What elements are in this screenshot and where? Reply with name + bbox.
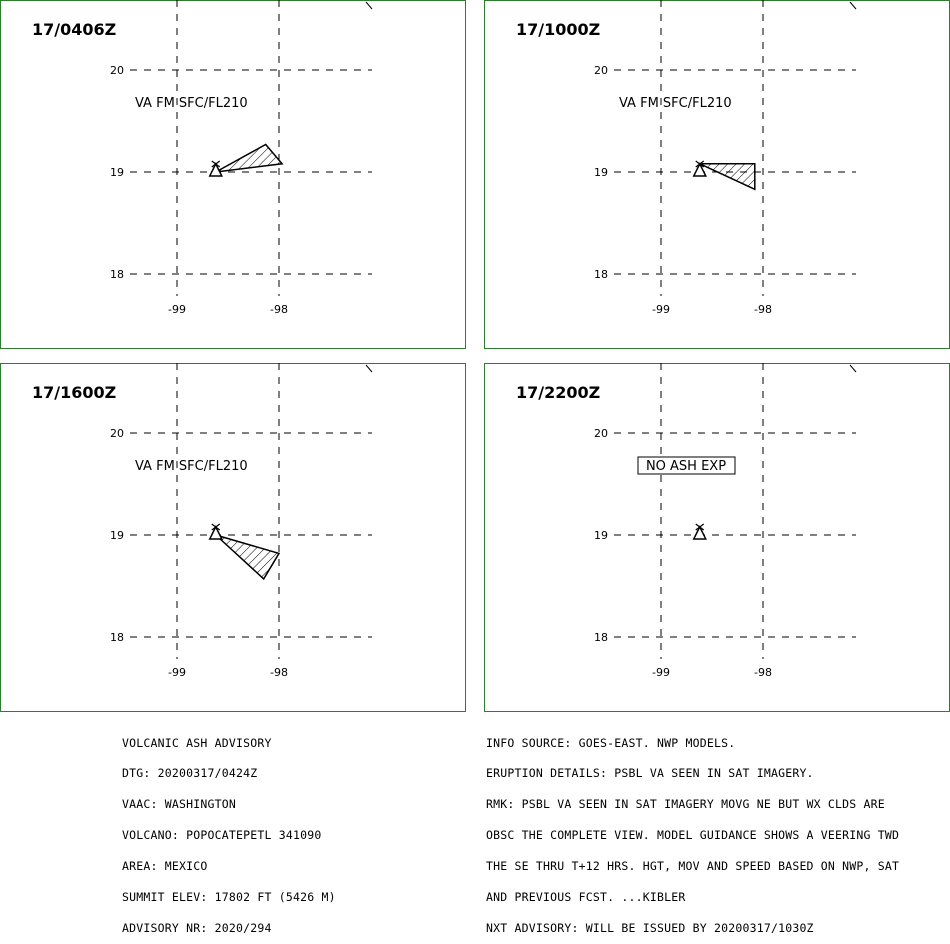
- map-panel: [485, 0, 950, 349]
- advisory-line: INFO SOURCE: GOES-EAST. NWP MODELS.: [486, 735, 736, 750]
- advisory-line: AND PREVIOUS FCST. ...KIBLER: [486, 890, 686, 905]
- advisory-line: ADVISORY NR: 2020/294: [122, 920, 272, 935]
- advisory-line: VAAC: WASHINGTON: [122, 797, 236, 812]
- map-panel: [1, 363, 466, 712]
- advisory-line: ERUPTION DETAILS: PSBL VA SEEN IN SAT IMAGERY.: [486, 766, 814, 781]
- lat-tick-label: 19: [110, 166, 124, 179]
- advisory-line: DTG: 20200317/0424Z: [122, 766, 258, 781]
- lon-tick-label: -99: [168, 303, 186, 316]
- lat-tick-label: 18: [594, 631, 608, 644]
- advisory-line: AREA: MEXICO: [122, 859, 208, 874]
- ash-cloud-area: [700, 164, 755, 190]
- corner-tick: [850, 365, 856, 372]
- corner-tick: [366, 365, 372, 372]
- lon-tick-label: -98: [270, 666, 288, 679]
- advisory-line: VOLCANO: POPOCATEPETL 341090: [122, 828, 322, 843]
- advisory-line: RMK: PSBL VA SEEN IN SAT IMAGERY MOVG NE BUT WX CLDS ARE: [486, 797, 885, 812]
- advisory-line: SUMMIT ELEV: 17802 FT (5426 M): [122, 890, 336, 905]
- advisory-left-block: [122, 717, 336, 944]
- ash-cloud-area: [216, 145, 282, 173]
- lat-tick-label: 18: [110, 268, 124, 281]
- lat-tick-label: 20: [594, 427, 608, 440]
- panel-frame: [485, 1, 950, 349]
- lat-tick-label: 20: [594, 64, 608, 77]
- advisory-line: THE SE THRU T+12 HRS. HGT, MOV AND SPEED BASED ON NWP, SAT: [486, 859, 900, 874]
- map-panel: [1, 0, 466, 349]
- lat-tick-label: 19: [110, 529, 124, 542]
- lat-tick-label: 20: [110, 427, 124, 440]
- panel-frame: [1, 364, 466, 712]
- panel-frame: [485, 364, 950, 712]
- lat-tick-label: 20: [110, 64, 124, 77]
- lat-tick-label: 19: [594, 166, 608, 179]
- panel-title: 17/1600Z: [32, 383, 117, 402]
- lat-tick-label: 19: [594, 529, 608, 542]
- lat-tick-label: 18: [110, 631, 124, 644]
- advisory-right-block: [486, 717, 899, 944]
- lon-tick-label: -99: [652, 666, 670, 679]
- lon-tick-label: -98: [754, 666, 772, 679]
- advisory-line: NXT ADVISORY: WILL BE ISSUED BY 20200317/1030Z: [486, 920, 814, 935]
- corner-tick: [850, 2, 856, 9]
- corner-tick: [366, 2, 372, 9]
- panel-title: 17/2200Z: [516, 383, 601, 402]
- ash-cloud-area: [216, 535, 279, 579]
- advisory-line: OBSC THE COMPLETE VIEW. MODEL GUIDANCE SHOWS A VEERING TWD: [486, 828, 900, 843]
- volcano-triangle-icon: [694, 527, 706, 539]
- panel-frame: [1, 1, 466, 349]
- no-ash-label: NO ASH EXP: [645, 459, 727, 474]
- ash-level-label: VA FM SFC/FL210: [135, 459, 248, 474]
- panel-title: 17/1000Z: [516, 20, 601, 39]
- advisory-line: VOLCANIC ASH ADVISORY: [122, 735, 272, 750]
- ash-level-label: VA FM SFC/FL210: [619, 96, 732, 111]
- lon-tick-label: -99: [652, 303, 670, 316]
- map-panel: [485, 363, 950, 712]
- ash-level-label: VA FM SFC/FL210: [135, 96, 248, 111]
- volcano-triangle-icon: [210, 527, 222, 539]
- panel-title: 17/0406Z: [32, 20, 117, 39]
- lon-tick-label: -98: [270, 303, 288, 316]
- lon-tick-label: -98: [754, 303, 772, 316]
- lat-tick-label: 18: [594, 268, 608, 281]
- lon-tick-label: -99: [168, 666, 186, 679]
